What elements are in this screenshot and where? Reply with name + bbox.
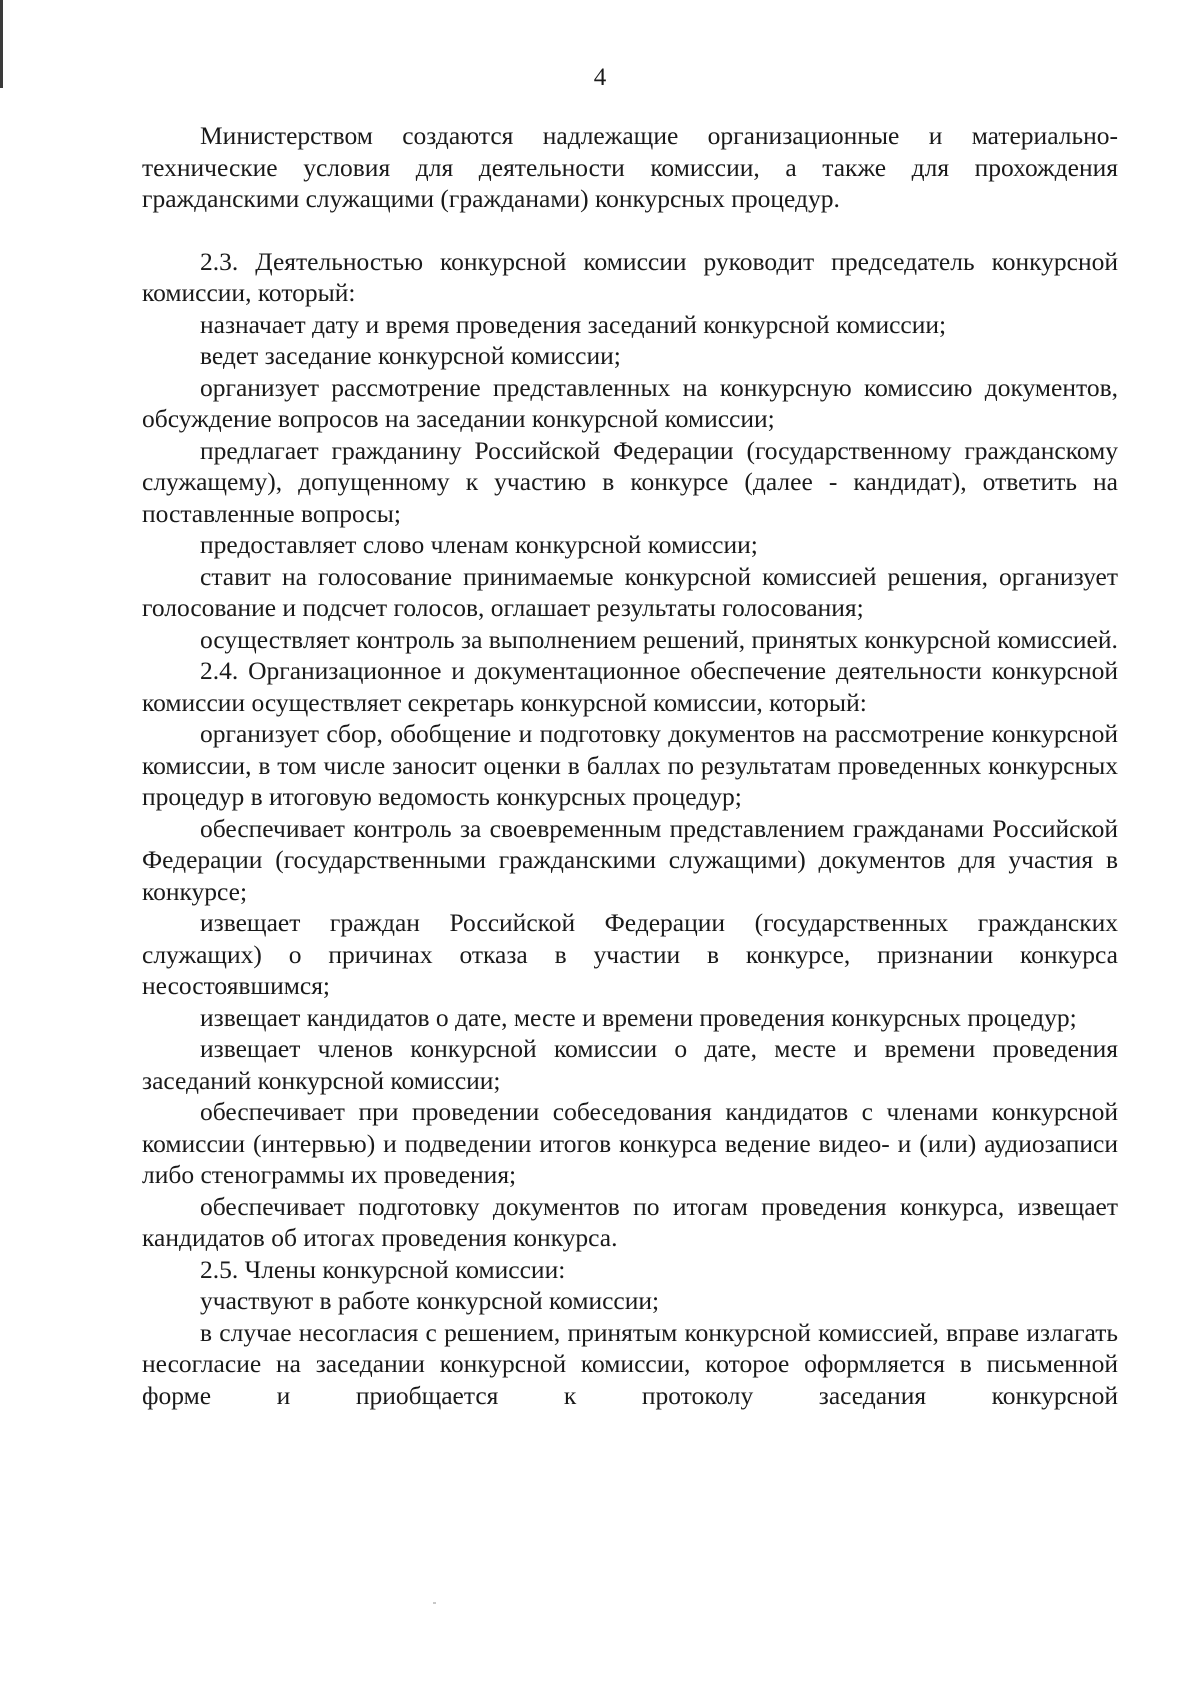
paragraph-chairman-offers-questions: предлагает гражданину Российской Федерации (государственному гражданскому служащему), допущенному к участию в конкурсе (далее - кандидат), ответить на поставленные вопросы; — [142, 435, 1118, 528]
paragraph-chairman-leads-meeting: ведет заседание конкурсной комиссии; — [200, 341, 621, 370]
paragraph-2-4-secretary: 2.4. Организационное и документационное обеспечение деятельности конкурсной комиссии осуществляет секретарь конкурсной комиссии, который: — [142, 656, 1118, 717]
paragraph-chairman-control: осуществляет контроль за выполнением решений, принятых конкурсной комиссией. — [200, 624, 1118, 654]
scan-speck — [433, 1602, 436, 1604]
paragraph-secretary-notifies-refusal: извещает граждан Российской Федерации (государственных гражданских служащих) о причинах отказа в участии в конкурсе, признании конкурса несостоявшимся; — [142, 908, 1118, 1000]
paragraph-2-3-chairman: 2.3. Деятельностью конкурсной комиссии руководит председатель конкурсной комиссии, который: — [142, 246, 1118, 307]
paragraph-chairman-voting: ставит на голосование принимаемые конкурсной комиссией решения, организует голосование и подсчет голосов, оглашает результаты голосования; — [142, 561, 1118, 622]
paragraph-chairman-organizes-review: организует рассмотрение представленных на конкурсную комиссию документов, обсуждение вопросов на заседании конкурсной комиссии; — [142, 372, 1118, 433]
paragraph-secretary-collects-documents: организует сбор, обобщение и подготовку документов на рассмотрение конкурсной комиссии, в том числе заносит оценки в баллах по результатам проведенных конкурсных процедур в итоговую ведомость конкурсных процедур; — [142, 719, 1118, 811]
paragraph-secretary-notifies-members: извещает членов конкурсной комиссии о дате, месте и времени проведения заседаний конкурсной комиссии; — [142, 1034, 1118, 1095]
paragraph-secretary-controls-submission: обеспечивает контроль за своевременным представлением гражданами Российской Федерации (государственными гражданскими служащими) документов для участия в конкурсе; — [142, 813, 1118, 906]
paragraph-members-disagreement: в случае несогласия с решением, принятым конкурсной комиссией, вправе излагать несогласие на заседании конкурсной комиссии, которое оформляется в письменной форме и приобщается к протоколу заседания конкурсной — [142, 1317, 1118, 1410]
paragraph-chairman-gives-floor: предоставляет слово членам конкурсной комиссии; — [200, 530, 758, 559]
paragraph-ministry-conditions: Министерством создаются надлежащие организационные и материально-технические условия для деятельности комиссии, а также для прохождения гражданскими служащими (гражданами) конкурсных процедур. — [142, 121, 1118, 213]
paragraph-members-participate: участвуют в работе конкурсной комиссии; — [200, 1286, 660, 1315]
paragraph-2-5-members: 2.5. Члены конкурсной комиссии: — [200, 1254, 566, 1284]
page-number: 4 — [593, 64, 607, 91]
paragraph-secretary-notifies-candidates: извещает кандидатов о дате, месте и времени проведения конкурсных процедур; — [200, 1002, 1077, 1032]
body-text — [142, 120, 1118, 1411]
paragraph-secretary-results: обеспечивает подготовку документов по итогам проведения конкурса, извещает кандидатов об итогах проведения конкурса. — [142, 1191, 1118, 1252]
paragraph-secretary-recording: обеспечивает при проведении собеседования кандидатов с членами конкурсной комиссии (интервью) и подведении итогов конкурса ведение видео- и (или) аудиозаписи либо стенограммы их проведения; — [142, 1097, 1118, 1189]
paragraph-chairman-sets-date: назначает дату и время проведения заседаний конкурсной комиссии; — [200, 309, 947, 339]
